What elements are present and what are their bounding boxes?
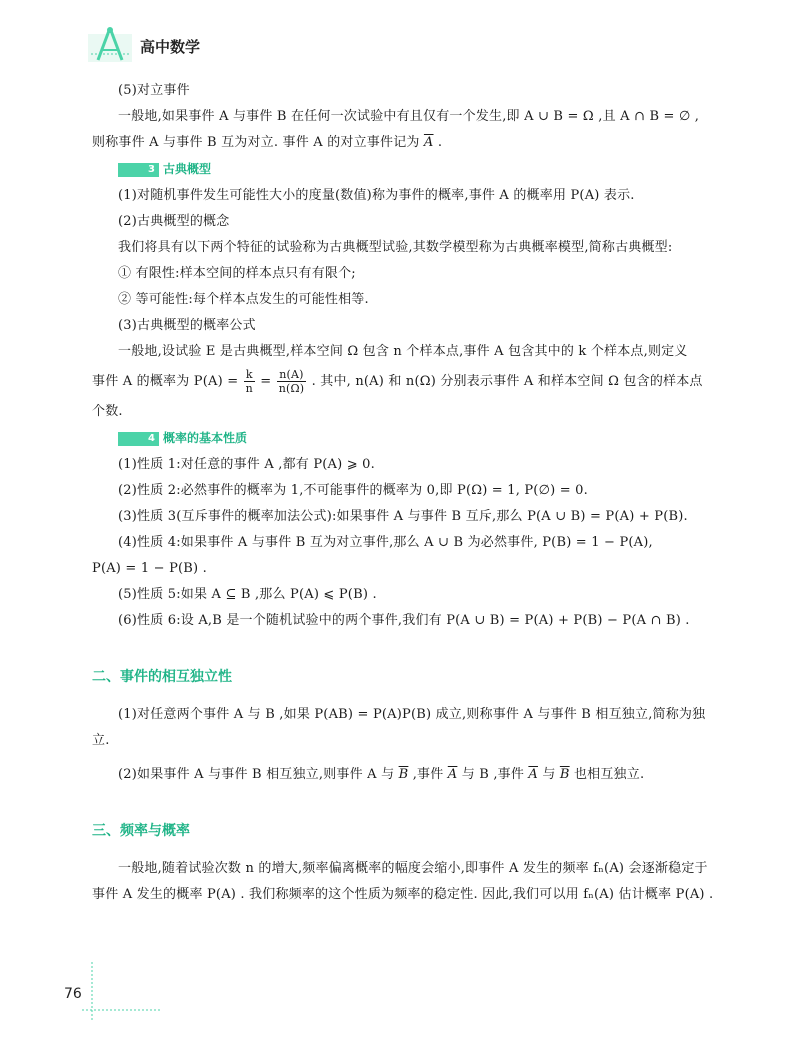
block-4-badge: 4 (118, 432, 159, 446)
compass-logo-icon (88, 24, 132, 68)
page-header (88, 24, 738, 64)
b4-line-6: (5)性质 5:如果 A ⊆ B ,那么 P(A) ⩽ P(B) . (118, 587, 377, 602)
b3-line-3: 我们将具有以下两个特征的试验称为古典概型试验,其数学模型称为古典概率模型,简称古典概型: (118, 240, 673, 255)
page-corner-decoration (82, 962, 162, 1022)
sec3-paragraph-1: 一般地,随着试验次数 n 的增大,频率偏离概率的幅度会缩小,即事件 A 发生的频率 fₙ(A) 会逐渐稳定于事件 A 发生的概率 P(A) . 我们称频率的这个性质为频率的稳定性. 因此,我们可以用 fₙ(A) 估计概率 P(A) . (92, 861, 714, 902)
section-2-title: 二、事件的相互独立性 (92, 669, 232, 685)
b3-line-2: (2)古典概型的概念 (118, 214, 230, 229)
b4-line-1: (1)性质 1:对任意的事件 A ,都有 P(A) ⩾ 0. (118, 457, 375, 472)
sec2-paragraph-2: (2)如果事件 A 与事件 B 相互独立,则事件 A 与 $\overline{B}$ ,事件 $\overline{A}$ 与 B ,事件 $\overline{A}$ 与 $\overline{B}$ 也相互独立. (118, 767, 645, 782)
b3-line-4: ① 有限性:样本空间的样本点只有有限个; (118, 266, 356, 281)
b3-line-8: 事件 A 的概率为 P(A) = $\frac{k}{n}$ = $\frac{n(A)}{n(\Omega)}$ . 其中, n(A) 和 n(Ω) 分别表示事件 A 和样本空间 Ω 包含的样本点 (92, 368, 703, 395)
block-3-badge: 3 (118, 163, 159, 177)
b4-line-7: (6)性质 6:设 A,B 是一个随机试验中的两个事件,我们有 P(A ∪ B) = P(A) + P(B) − P(A ∩ B) . (118, 613, 690, 628)
b3-line-1: (1)对随机事件发生可能性大小的度量(数值)称为事件的概率,事件 A 的概率用 P(A) 表示. (118, 188, 635, 203)
sec2-paragraph-1: (1)对任意两个事件 A 与 B ,如果 P(AB) = P(A)P(B) 成立,则称事件 A 与事件 B 相互独立,简称为独立. (92, 707, 706, 748)
header-title: 高中数学 (140, 38, 201, 56)
s5-line-2: 则称事件 A 与事件 B 互为对立. 事件 A 的对立事件记为 $\overline{A}$ . (92, 135, 443, 150)
b3-line-6: (3)古典概型的概率公式 (118, 318, 256, 333)
b4-line-5: P(A) = 1 − P(B) . (92, 561, 207, 576)
page-number: 76 (64, 986, 82, 1002)
s5-heading: (5)对立事件 (118, 83, 190, 98)
b3-line-9: 个数. (92, 404, 123, 419)
section-3-title: 三、频率与概率 (92, 823, 190, 839)
fraction-nA-nOmega: $\frac{n(A)}{n(\Omega)}$ (278, 368, 305, 395)
b4-line-3: (3)性质 3(互斥事件的概率加法公式):如果事件 A 与事件 B 互斥,那么 P(A ∪ B) = P(A) + P(B). (118, 509, 688, 524)
block-3-heading (92, 156, 714, 183)
block-4-heading (92, 425, 714, 452)
block-3-title: 古典概型 (162, 162, 211, 176)
b4-line-4: (4)性质 4:如果事件 A 与事件 B 互为对立事件,那么 A ∪ B 为必然事件, P(B) = 1 − P(A), (118, 535, 653, 550)
fraction-k-n: $\frac{k}{n}$ (245, 368, 253, 395)
s5-line-1: 一般地,如果事件 A 与事件 B 在任何一次试验中有且仅有一个发生,即 A ∪ B = Ω ,且 A ∩ B = ∅ , (118, 109, 700, 124)
b4-line-2: (2)性质 2:必然事件的概率为 1,不可能事件的概率为 0,即 P(Ω) = 1, P(∅) = 0. (118, 483, 588, 498)
page-content (92, 72, 714, 908)
b3-line-5: ② 等可能性:每个样本点发生的可能性相等. (118, 292, 369, 307)
b3-line-7: 一般地,设试验 E 是古典概型,样本空间 Ω 包含 n 个样本点,事件 A 包含其中的 k 个样本点,则定义 (118, 344, 688, 359)
block-4-title: 概率的基本性质 (162, 431, 247, 445)
